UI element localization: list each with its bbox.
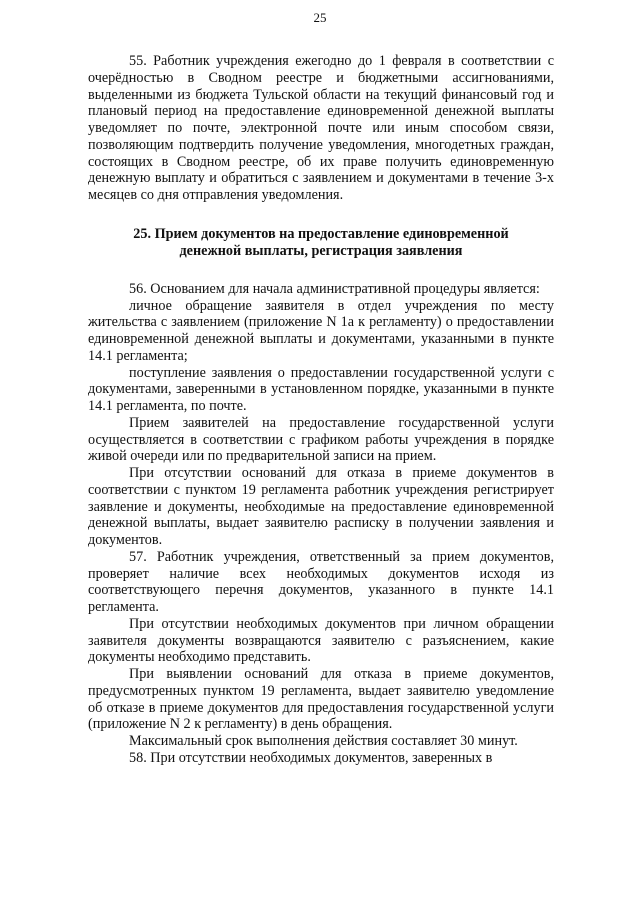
paragraph-56: 56. Основанием для начала административной процедуры является: xyxy=(129,280,540,297)
page-number: 25 xyxy=(313,10,327,25)
paragraph-registration: При отсутствии оснований для отказа в приеме документов в соответствии с пунктом 19 регламента работник учреждения регистрирует заявление и документы, необходимые на предоставление единовременной денежной выплаты, выдает заявителю расписку в получении заявления и документов. xyxy=(88,465,554,548)
paragraph-max-duration: Максимальный срок выполнения действия составляет 30 минут. xyxy=(129,733,518,749)
paragraph-personal-application: личное обращение заявителя в отдел учреждения по месту жительства с заявлением (приложение N 1а к регламенту) о предоставлении единовременной денежной выплаты и документами, указанными в пункте 14.1 регламента; xyxy=(88,297,554,364)
section-heading xyxy=(88,226,554,260)
paragraph-57: 57. Работник учреждения, ответственный за прием документов, проверяет наличие всех необходимых документов исходя из соответствующего перечня документов, указанного в пункте 14.1 регламента. xyxy=(88,548,554,615)
section-heading-line-1: 25. Прием документов на предоставление единовременной xyxy=(133,225,509,242)
paragraph-postal-application: поступление заявления о предоставлении государственной услуги с документами, заверенными в установленном порядке, указанными в пункте 14.1 регламента, по почте. xyxy=(88,364,554,414)
paragraph-refusal-notice: При выявлении оснований для отказа в приеме документов, предусмотренных пунктом 19 регламента, выдает заявителю уведомление об отказе в приеме документов для предоставления государственной услуги (приложение N 2 к регламенту) в день обращения. xyxy=(88,666,554,733)
document-body xyxy=(88,53,554,767)
paragraph-reception-schedule: Прием заявителей на предоставление государственной услуги осуществляется в соответствии с графиком работы учреждения в порядке живой очереди или по предварительной записи на прием. xyxy=(88,414,554,465)
paragraph-55: 55. Работник учреждения ежегодно до 1 февраля в соответствии с очерёдностью в Сводном реестре и бюджетными ассигнованиями, выделенными из бюджета Тульской области на текущий финансовый год и плановый период на предоставление единовременной денежной выплаты уведомляет по почте, электронной почте или иным способом связи, позволяющим подтвердить получение уведомления, многодетных граждан, состоящих в Сводном реестре, об их праве получить единовременную денежную выплату и обратиться с заявлением и документами в течение 3-х месяцев со дня отправления уведомления. xyxy=(88,53,554,203)
paragraph-58: 58. При отсутствии необходимых документов, заверенных в xyxy=(129,749,493,766)
section-heading-line-2: денежной выплаты, регистрация заявления xyxy=(179,242,463,259)
paragraph-missing-documents: При отсутствии необходимых документов при личном обращении заявителя документы возвращаются заявителю с разъяснением, какие документы необходимо представить. xyxy=(88,615,554,666)
